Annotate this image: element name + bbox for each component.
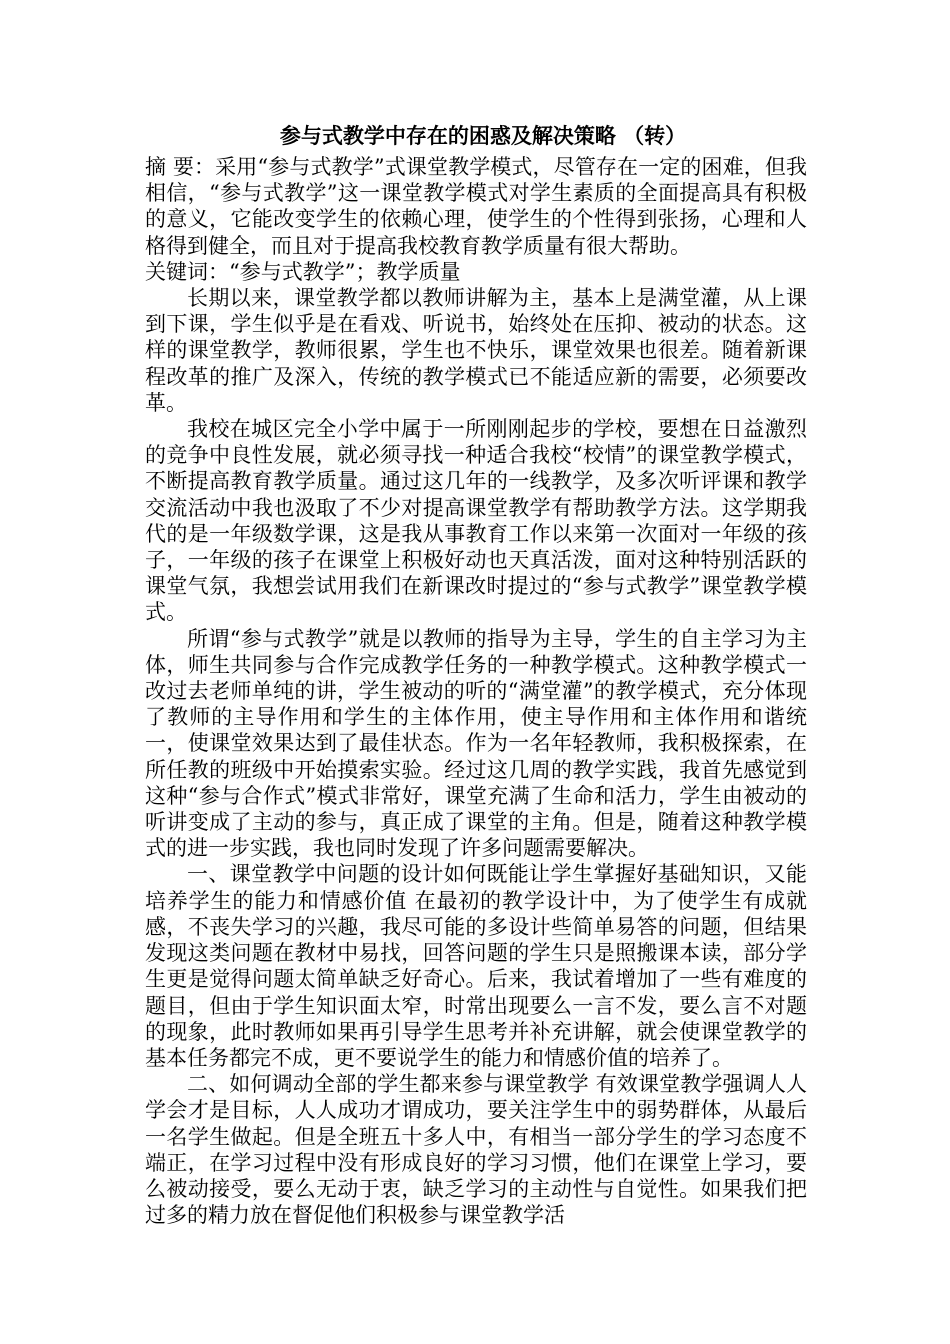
- section-one-paragraph: 一、课堂教学中问题的设计如何既能让学生掌握好基础知识，又能培养学生的能力和情感价值 在最初的教学设计中，为了使学生有成就感，不丧失学习的兴趣，我尽可能的多设计些简单易答的问题，但结果发现这类问题在教材中易找，回答问题的学生只是照搬课本读，部分学生更是觉得问题太简单缺乏好奇心。后来，我试着增加了一些有难度的题目，但由于学生知识面太窄，时常出现要么一言不发，要么言不对题的现象，此时教师如果再引导学生思考并补充讲解，就会使课堂教学的基本任务都完不成，更不要说学生的能力和情感价值的培养了。: [145, 862, 807, 1070]
- document-title: 参与式教学中存在的困惑及解决策略 （转）: [279, 124, 687, 148]
- body-paragraph-3: 所谓“参与式教学”就是以教师的指导为主导，学生的自主学习为主体，师生共同参与合作完成教学任务的一种教学模式。这种教学模式一改过去老师单纯的讲，学生被动的听的“满堂灌”的教学模式，充分体现了教师的主导作用和学生的主体作用，使主导作用和主体作用和谐统一，使课堂效果达到了最佳状态。作为一名年轻教师，我积极探索，在所任教的班级中开始摸索实验。经过这几周的教学实践，我首先感觉到这种“参与合作式”模式非常好，课堂充满了生命和活力，学生由被动的听讲变成了主动的参与，真正成了课堂的主角。但是，随着这种教学模式的进一步实践，我也同时发现了许多问题需要解决。: [145, 626, 807, 861]
- document-page: [145, 118, 807, 1228]
- keywords-line: 关键词：“参与式教学”；教学质量: [145, 259, 461, 284]
- section-two-paragraph: 二、如何调动全部的学生都来参与课堂教学 有效课堂教学强调人人学会才是目标，人人成功才谓成功，要关注学生中的弱势群体，从最后一名学生做起。但是全班五十多人中，有相当一部分学生的学习态度不端正，在学习过程中没有形成良好的学习习惯，他们在课堂上学习，要么被动接受，要么无动于衷，缺乏学习的主动性与自觉性。如果我们把过多的精力放在督促他们积极参与课堂教学活: [145, 1072, 807, 1228]
- body-paragraph-2: 我校在城区完全小学中属于一所刚刚起步的学校，要想在日益激烈的竞争中良性发展，就必须寻找一种适合我校“校情”的课堂教学模式，不断提高教育教学质量。通过这几年的一线教学，及多次听评课和教学交流活动中我也汲取了不少对提高课堂教学有帮助教学方法。这学期我代的是一年级数学课，这是我从事教育工作以来第一次面对一年级的孩子，一年级的孩子在课堂上积极好动也天真活泼，面对这种特别活跃的课堂气氛，我想尝试用我们在新课改时提过的“参与式教学”课堂教学模式。: [145, 417, 807, 625]
- abstract-paragraph: 摘 要：采用“参与式教学”式课堂教学模式，尽管存在一定的困难，但我相信，“参与式教学”这一课堂教学模式对学生素质的全面提高具有积极的意义，它能改变学生的依赖心理，使学生的个性得到张扬，心理和人格得到健全，而且对于提高我校教育教学质量有很大帮助。: [145, 155, 807, 258]
- body-paragraph-1: 长期以来，课堂教学都以教师讲解为主，基本上是满堂灌，从上课到下课，学生似乎是在看戏、听说书，始终处在压抑、被动的状态。这样的课堂教学，教师很累，学生也不快乐，课堂效果也很差。随着新课程改革的推广及深入，传统的教学模式已不能适应新的需要，必须要改革。: [145, 286, 807, 415]
